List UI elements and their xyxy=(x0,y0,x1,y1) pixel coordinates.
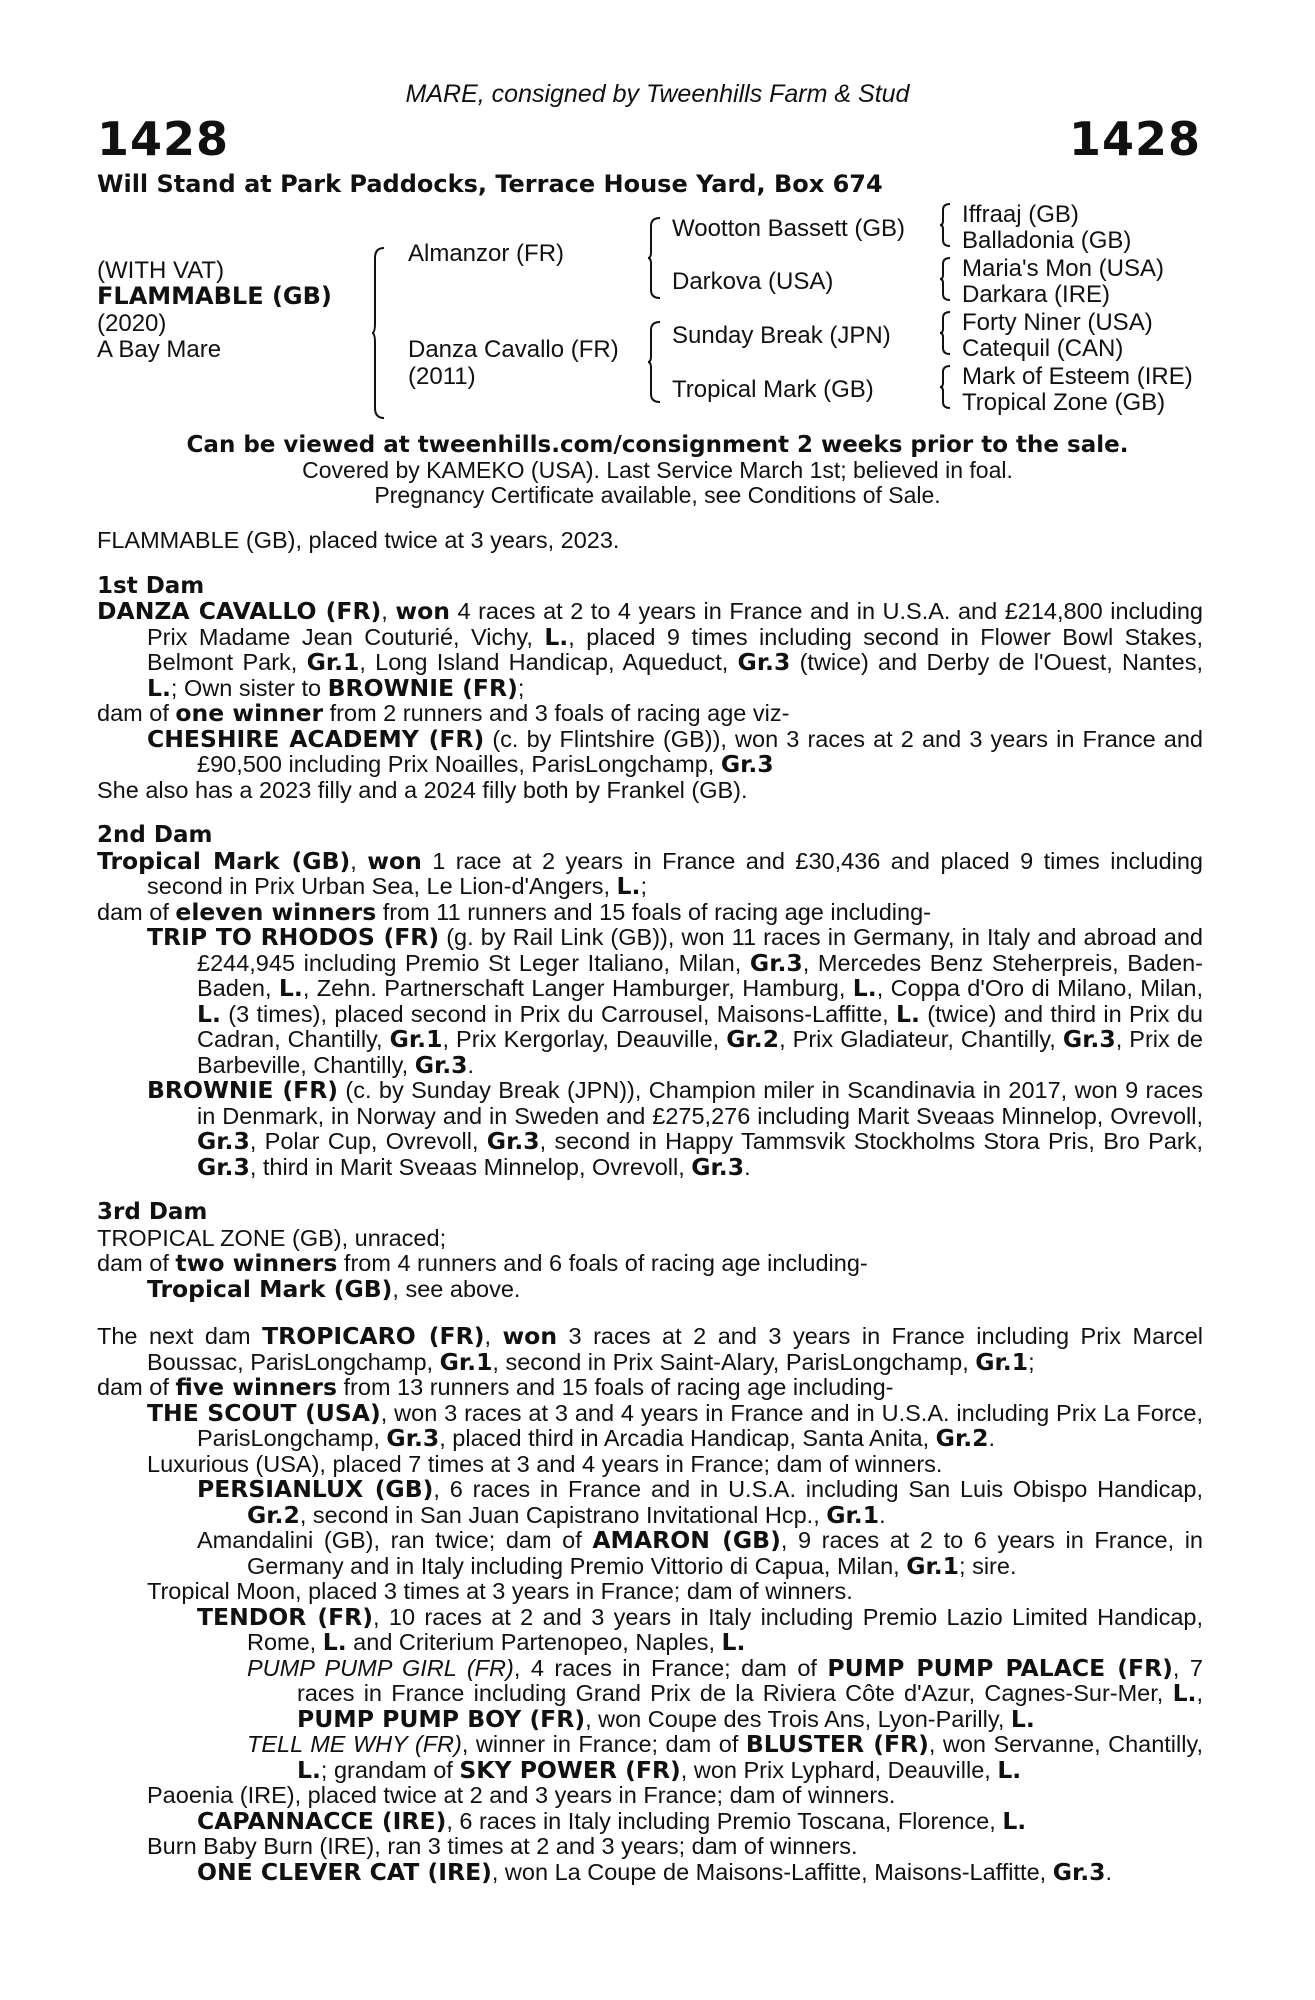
produce-tropical-mark: Tropical Mark (GB), see above. xyxy=(147,1274,521,1303)
pedigree-bracket-g1 xyxy=(940,204,952,246)
produce-tropical-moon: Tropical Moon, placed 3 times at 3 years in France; dam of winners. xyxy=(147,1578,853,1604)
first-dam-also: She also has a 2023 filly and a 2024 filly both by Frankel (GB). xyxy=(97,776,748,803)
third-dam-heading: 3rd Dam xyxy=(97,1199,208,1225)
horse-name: FLAMMABLE (GB) xyxy=(97,282,332,310)
produce-luxurious: Luxurious (USA), placed 7 times at 3 and 4 years in France; dam of winners. xyxy=(147,1450,943,1477)
first-dam-entry: DANZA CAVALLO (FR), won 4 races at 2 to 4 years in France and in U.S.A. and £214,800 including Prix Madame Jean Couturié, Vichy, L., placed 9 times including second in Flower Bowl Stakes, Belmont Park, Gr.1, Long Island Handicap, Aqueduct, Gr.3 (twice) and Derby de l'Ouest, Nantes, L.; Own sister to BROWNIE (FR); xyxy=(97,597,1204,702)
ggp-4: Darkara (IRE) xyxy=(962,281,1111,308)
produce-brownie: BROWNIE (FR) (c. by Sunday Break (JPN)), Champion miler in Scandinavia in 2017, won 9 races in Denmark, in Norway and in Sweden and £275,276 including Marit Sveaas Minnelop, Ovrevoll, Gr.3, Polar Cup, Ovrevoll, Gr.3, second in Happy Tammsvik Stockholms Stora Pris, Bro Park, Gr.3, third in Marit Sveaas Minnelop, Ovrevoll, Gr.3. xyxy=(147,1076,1203,1181)
ggp-3: Maria's Mon (USA) xyxy=(962,255,1164,282)
dam-year: (2011) xyxy=(408,363,476,390)
second-dam-heading: 2nd Dam xyxy=(97,822,213,848)
pedigree-bracket-dam xyxy=(648,322,662,402)
dam-sire: Sunday Break (JPN) xyxy=(672,322,891,349)
lot-number-right: 1428 xyxy=(1068,112,1201,166)
dam-dam: Tropical Mark (GB) xyxy=(672,376,874,403)
lot-number-left: 1428 xyxy=(97,112,230,166)
produce-pump-pump-girl: PUMP PUMP GIRL (FR), 4 races in France; dam of PUMP PUMP PALACE (FR), 7 races in France including Grand Prix de la Riviera Côte d'Azur, Cagnes-Sur-Mer, L., PUMP PUMP BOY (FR), won Coupe des Trois Ans, Lyon-Parilly, L. xyxy=(247,1653,1203,1733)
second-dam-produce-summary: dam of eleven winners from 11 runners and 15 foals of racing age including- xyxy=(97,897,931,926)
produce-burn-baby-burn: Burn Baby Burn (IRE), ran 3 times at 2 and 3 years; dam of winners. xyxy=(147,1833,858,1859)
sire-sire: Wootton Bassett (GB) xyxy=(672,215,905,242)
viewing-note: Can be viewed at tweenhills.com/consignment 2 weeks prior to the sale. xyxy=(186,432,1129,458)
produce-capannacce: CAPANNACCE (IRE), 6 races in Italy including Premio Toscana, Florence, L. xyxy=(197,1806,1027,1835)
next-dam-entry: The next dam TROPICARO (FR), won 3 races at 2 and 3 years in France including Prix Marcel Boussac, ParisLongchamp, Gr.1, second in Prix Saint-Alary, ParisLongchamp, Gr.1; xyxy=(97,1322,1204,1376)
third-dam-produce-summary: dam of two winners from 4 runners and 6 foals of racing age including- xyxy=(97,1249,868,1277)
third-dam-entry: TROPICAL ZONE (GB), unraced; xyxy=(97,1224,447,1251)
ggp-7: Mark of Esteem (IRE) xyxy=(962,363,1193,390)
ggp-2: Balladonia (GB) xyxy=(962,227,1132,254)
produce-trip-to-rhodos: TRIP TO RHODOS (FR) (g. by Rail Link (GB)), won 11 races in Germany, in Italy and abroad and £244,945 including Premio St Leger Italiano, Milan, Gr.3, Mercedes Benz Steherpreis, Baden-Baden, L., Zehn. Partnerschaft Langer Hamburger, Hamburg, L., Coppa d'Oro di Milano, Milan, L. (3 times), placed second in Prix du Carrousel, Maisons-Laffitte, L. (twice) and third in Prix du Cadran, Chantilly, Gr.1, Prix Kergorlay, Deauville, Gr.2, Prix Gladiateur, Chantilly, Gr.3, Prix de Barbeville, Chantilly, Gr.3. xyxy=(147,923,1204,1079)
ggp-5: Forty Niner (USA) xyxy=(962,309,1153,336)
produce-tell-me-why: TELL ME WHY (FR), winner in France; dam of BLUSTER (FR), won Servanne, Chantilly, L.; grandam of SKY POWER (FR), won Prix Lyphard, Deauville, L. xyxy=(247,1730,1204,1784)
stand-location: Will Stand at Park Paddocks, Terrace House Yard, Box 674 xyxy=(97,170,883,198)
pedigree-bracket-g2 xyxy=(940,258,952,300)
produce-persianlux: PERSIANLUX (GB), 6 races in France and in U.S.A. including San Luis Obispo Handicap, Gr.2, second in San Juan Capistrano Invitational Hcp., Gr.1. xyxy=(197,1475,1203,1529)
dam-name: Danza Cavallo (FR) xyxy=(408,336,619,363)
second-dam-entry: Tropical Mark (GB), won 1 race at 2 years in France and £30,436 and placed 9 times including second in Prix Urban Sea, Le Lion-d'Angers, L.; xyxy=(97,846,1203,900)
produce-cheshire-academy: CHESHIRE ACADEMY (FR) (c. by Flintshire (GB)), won 3 races at 2 and 3 years in France and £90,500 including Prix Noailles, ParisLongchamp, Gr.3 xyxy=(147,724,1203,778)
ggp-8: Tropical Zone (GB) xyxy=(962,389,1166,416)
produce-paoenia: Paoenia (IRE), placed twice at 2 and 3 years in France; dam of winners. xyxy=(147,1782,896,1808)
pedigree-bracket-sire xyxy=(648,218,662,298)
ggp-6: Catequil (CAN) xyxy=(962,335,1124,362)
pedigree-bracket-g3 xyxy=(940,312,952,354)
ggp-1: Iffraaj (GB) xyxy=(962,201,1079,228)
pregnancy-note: Pregnancy Certificate available, see Conditions of Sale. xyxy=(374,482,941,508)
sire-name: Almanzor (FR) xyxy=(408,240,565,267)
produce-tendor: TENDOR (FR), 10 races at 2 and 3 years in Italy including Premio Lazio Limited Handicap, Rome, L. and Criterium Partenopeo, Naples, L. xyxy=(197,1602,1204,1656)
intro-line: FLAMMABLE (GB), placed twice at 3 years, 2023. xyxy=(97,527,620,553)
horse-description: A Bay Mare xyxy=(97,336,222,363)
first-dam-produce-summary: dam of one winner from 2 runners and 3 foals of racing age viz- xyxy=(97,699,790,727)
horse-year: (2020) xyxy=(97,310,167,337)
pedigree-bracket-g4 xyxy=(940,366,952,408)
consignment-line: MARE, consigned by Tweenhills Farm & Stud xyxy=(405,80,910,108)
next-dam-produce-summary: dam of five winners from 13 runners and 15 foals of racing age including- xyxy=(97,1373,894,1401)
produce-record xyxy=(97,528,1203,1885)
produce-amandalini: Amandalini (GB), ran twice; dam of AMARON (GB), 9 races at 2 to 6 years in France, in Germany and in Italy including Premio Vittorio di Capua, Milan, Gr.1; sire. xyxy=(197,1526,1203,1580)
sire-dam: Darkova (USA) xyxy=(672,268,834,295)
produce-the-scout: THE SCOUT (USA), won 3 races at 3 and 4 years in France and in U.S.A. including Prix La Force, ParisLongchamp, Gr.3, placed third in Arcadia Handicap, Santa Anita, Gr.2. xyxy=(147,1398,1203,1452)
covered-note: Covered by KAMEKO (USA). Last Service March 1st; believed in foal. xyxy=(302,457,1013,483)
vat-label: (WITH VAT) xyxy=(97,257,225,284)
pedigree-bracket-main xyxy=(372,248,386,418)
first-dam-heading: 1st Dam xyxy=(97,572,205,599)
produce-one-clever-cat: ONE CLEVER CAT (IRE), won La Coupe de Maisons-Laffitte, Maisons-Laffitte, Gr.3. xyxy=(197,1857,1113,1886)
